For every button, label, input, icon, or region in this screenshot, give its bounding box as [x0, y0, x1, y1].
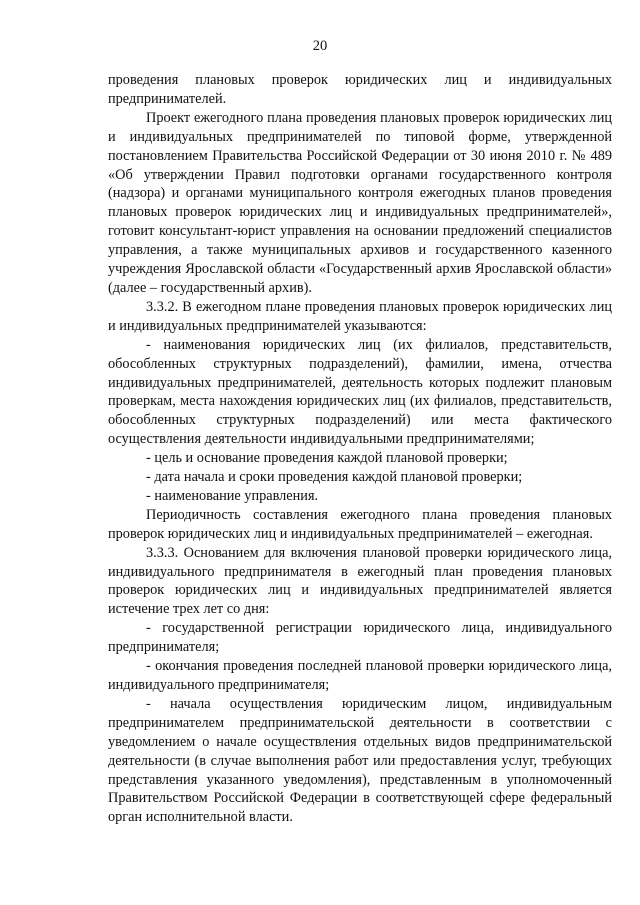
paragraph: 3.3.2. В ежегодном плане проведения плановых проверок юридических лиц и индивидуальных предпринимателей указываются: [108, 298, 612, 334]
paragraph: - наименование управления. [146, 487, 319, 504]
paragraph: Периодичность составления ежегодного плана проведения плановых проверок юридических лиц и индивидуальных предпринимателей – ежегодная. [108, 506, 612, 542]
paragraph: - цель и основание проведения каждой плановой проверки; [146, 450, 508, 467]
document-body [108, 71, 612, 827]
paragraph: - начала осуществления юридическим лицом, индивидуальным предпринимателем предпринимательской деятельности в соответствии с уведомлением о начале осуществления отдельных видов предпринимательской деятельности (в случае выполнения работ или предоставления услуг, требующих представления указанного уведомления), представленным в уполномоченный Правительством Российской Федерации в соответствующей сфере федеральный орган исполнительной власти. [108, 695, 612, 826]
paragraph: - окончания проведения последней плановой проверки юридического лица, индивидуального предпринимателя; [108, 658, 612, 693]
paragraph: проведения плановых проверок юридических лиц и индивидуальных предпринимателей. [108, 72, 612, 107]
paragraph: - дата начала и сроки проведения каждой плановой проверки; [146, 469, 523, 486]
page-number: 20 [312, 38, 328, 54]
paragraph: - наименования юридических лиц (их филиалов, представительств, обособленных структурных подразделений), фамилии, имена, отчества индивидуальных предпринимателей, деятельность которых подлежит плановым проверкам, места нахождения юридических лиц (их филиалов, представительств, обособленных структурных подразделений) или места фактического осуществления деятельности индивидуальными предпринимателями; [108, 336, 612, 448]
paragraph: 3.3.3. Основанием для включения плановой проверки юридического лица, индивидуального предпринимателя в ежегодный план проведения плановых проверок юридических лиц и индивидуальных предпринимателей является истечение трех лет со дня: [108, 544, 612, 618]
paragraph: - государственной регистрации юридического лица, индивидуального предпринимателя; [108, 620, 612, 656]
paragraph: Проект ежегодного плана проведения плановых проверок юридических лиц и индивидуальных предпринимателей по типовой форме, утвержденной постановлением Правительства Российской Федерации от 30 июня 2010 г. № 489 «Об утверждении Правил подготовки органами государственного контроля (надзора) и органами муниципального контроля ежегодных планов проведения плановых проверок юридических лиц и индивидуальных предпринимателей», готовит консультант-юрист управления на основании предложений специалистов управления, а также муниципальных архивов и государственного казенного учреждения Ярославской области «Государственный архив Ярославской области» (далее – государственный архив). [108, 109, 612, 296]
